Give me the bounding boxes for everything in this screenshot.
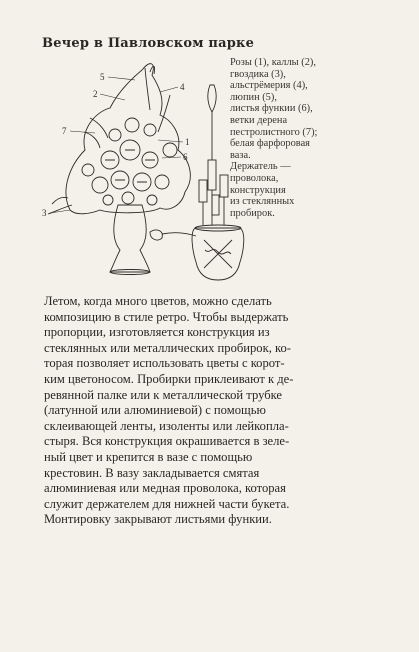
callout-3: 3 [42,208,47,218]
legend-line: гвоздика (3), [230,68,286,80]
legend-line: конструкция [230,184,286,196]
body-line: алюминиевая или медная проволока, которая [44,481,286,496]
legend-line: ветки дерена [230,114,288,126]
legend-line: пробирок. [230,207,275,219]
legend [230,57,408,219]
callout-2: 2 [93,89,98,99]
legend-line: люпин (5), [230,91,277,103]
body-line: композицию в стиле ретро. Чтобы выдержать [44,309,289,324]
legend-line: проволока, [230,172,279,184]
body-line: Монтировку закрывают листьями функии. [44,512,272,527]
legend-line: ваза. [230,149,251,161]
page-title: Вечер в Павловском парке [42,36,255,51]
callout-7: 7 [62,126,67,136]
legend-line: листья функии (6), [230,103,313,115]
body-line: пропорции, изготовляется конструкция из [44,325,270,340]
body-line: служит держателем для нижней части букета. [44,496,290,511]
callout-1: 1 [185,137,190,147]
body-line: стыря. Вся конструкция окрашивается в зеле- [44,434,290,449]
bouquet-mass [66,64,190,214]
legend-line: альстрёмерия (4), [230,80,308,92]
callout-5: 5 [100,72,105,82]
legend-line: Держатель — [230,161,291,173]
legend-line: белая фарфоровая [230,138,310,150]
vase-drawing [110,205,150,272]
body-line: торая позволяет использовать цветы с корот- [44,356,285,371]
body-line: стеклянных или металлических пробирок, ко- [44,340,291,355]
body-line: ревянной палке или к металлической трубке [44,387,283,402]
body-line: ким цветоносом. Пробирки приклеивают к де- [44,371,294,386]
legend-line: из стеклянных [230,196,295,208]
callout-6: 6 [183,152,188,162]
body-line: (латунной или алюминиевой) с помощью [44,403,266,418]
body-line: склеивающей ленты, изоленты или лейкопла- [44,418,289,433]
body-line: крестовин. В вазу закладывается смятая [44,465,260,480]
body-line: Летом, когда много цветов, можно сделать [44,294,272,308]
callout-4: 4 [180,82,185,92]
legend-line: Розы (1), каллы (2), [230,57,316,68]
body-paragraph [44,294,370,528]
legend-line: пестролистного (7); [230,126,318,138]
body-line: ный цвет и крепится в вазе с помощью [44,449,253,464]
